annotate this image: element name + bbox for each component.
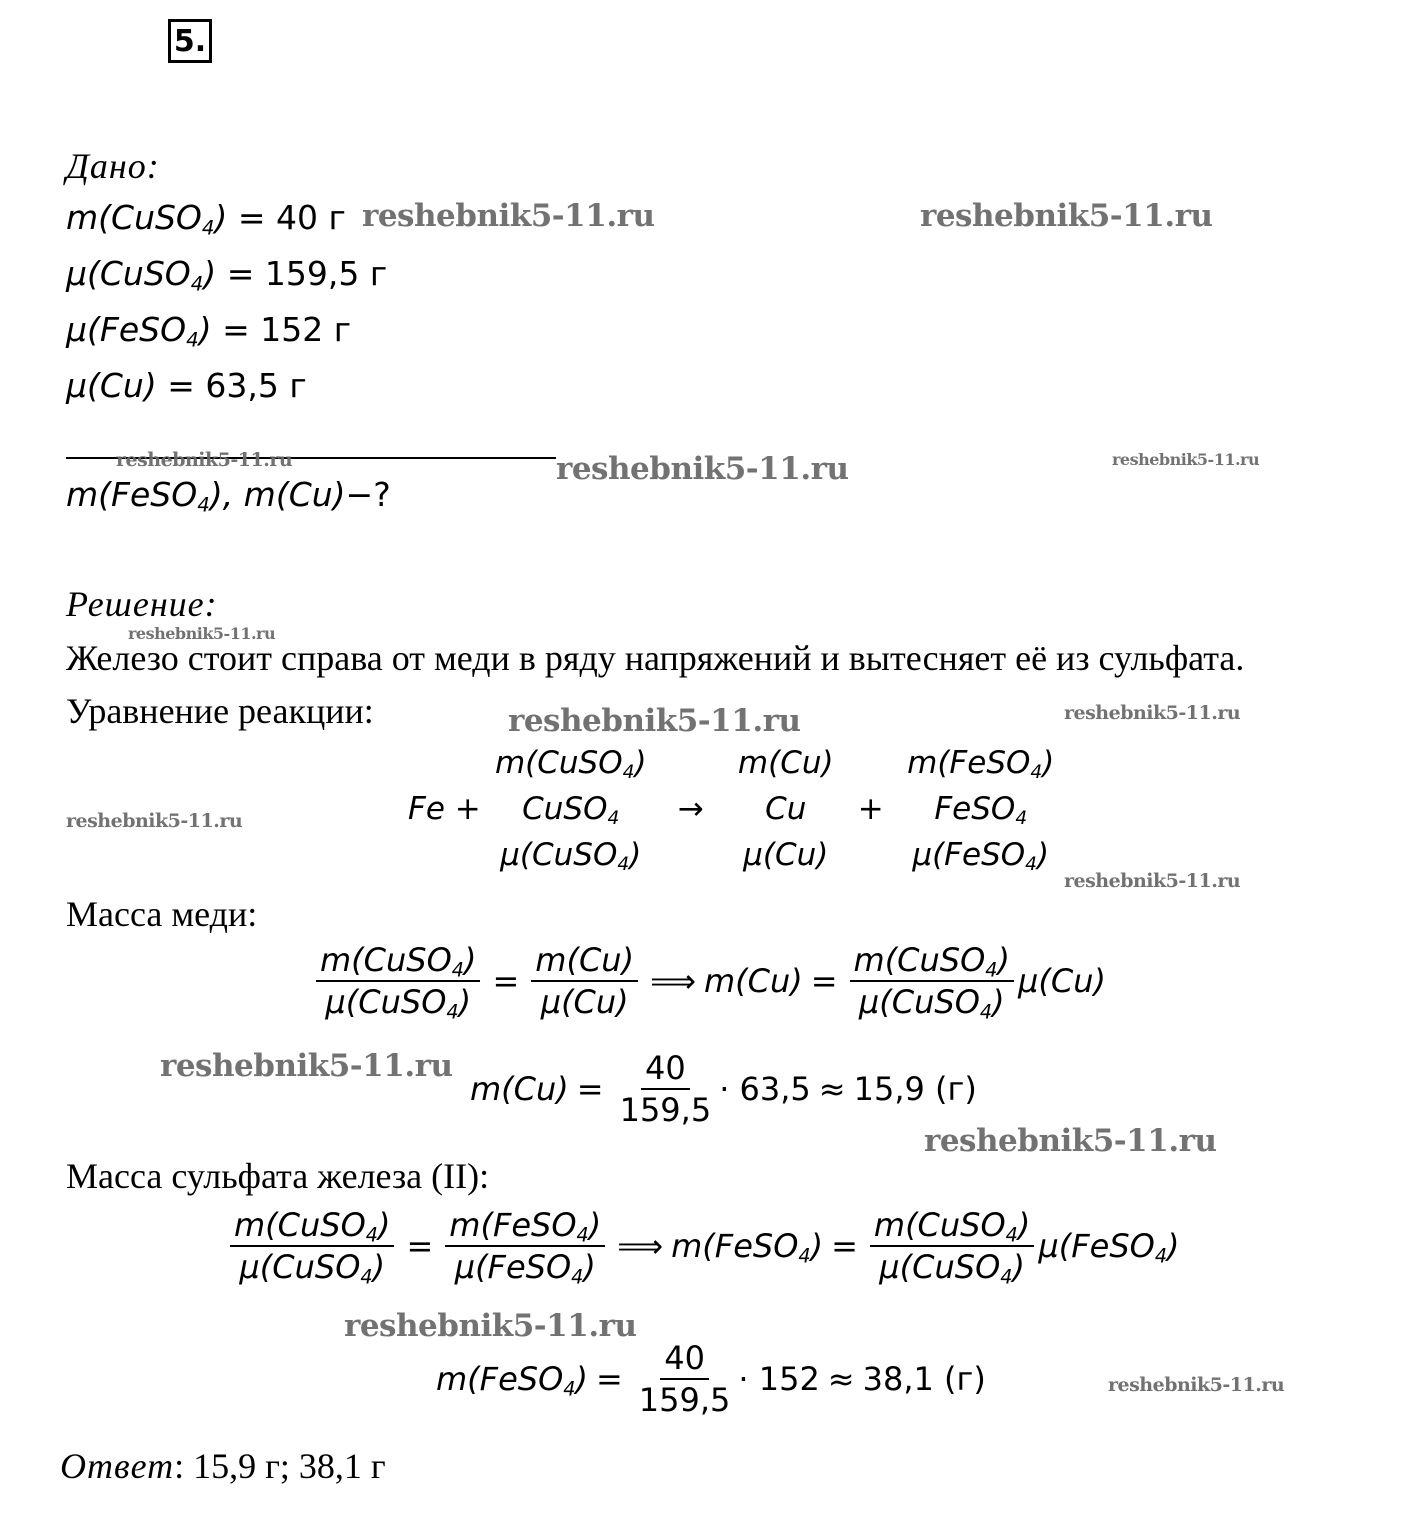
find-line: m(FeSO$_4$), m(Cu)−? bbox=[66, 475, 391, 517]
watermark: reshebnik5-11.ru bbox=[920, 198, 1213, 234]
given-line-3: μ(FeSO$_4$) = 152 г bbox=[66, 310, 352, 352]
given-line-2: μ(CuSO$_4$) = 159,5 г bbox=[66, 254, 388, 296]
watermark: reshebnik5-11.ru bbox=[128, 624, 276, 643]
given-line-1: m(CuSO$_4$) = 40 г bbox=[66, 198, 346, 240]
copper-proportion: $\frac{m(CuSO_4)}{\mu(CuSO_4)}$ = $\frac{m(Cu)}{\mu(Cu)}$ ⟹ m(Cu) = $\frac{m(CuSO_4)}{\mu(CuSO_4)}$ μ(Cu) bbox=[312, 940, 1106, 1022]
watermark: reshebnik5-11.ru bbox=[1108, 1374, 1285, 1396]
problem-number: 5. bbox=[168, 19, 212, 63]
watermark: reshebnik5-11.ru bbox=[344, 1308, 637, 1344]
answer-line: Ответ: 15,9 г; 38,1 г bbox=[60, 1446, 386, 1486]
copper-calculation: m(Cu) = $\frac{40}{159,5}$ · 63,5 ≈ 15,9 (г) bbox=[470, 1049, 977, 1129]
watermark: reshebnik5-11.ru bbox=[160, 1048, 453, 1084]
copper-mass-label: Масса меди: bbox=[66, 894, 258, 934]
reaction-equation: m(CuSO$_4$) m(Cu) m(FeSO$_4$) Fe + CuSO$_4$ → Cu + FeSO$_4$ μ(CuSO$_4$) μ(Cu) μ(FeSO$_4$) bbox=[408, 745, 1055, 876]
explanation-text: Железо стоит справа от меди в ряду напряжений и вытесняет её из сульфата. bbox=[66, 638, 1245, 678]
watermark: reshebnik5-11.ru bbox=[1112, 450, 1260, 469]
watermark: reshebnik5-11.ru bbox=[1064, 870, 1241, 892]
watermark: reshebnik5-11.ru bbox=[508, 703, 801, 739]
iron-proportion: $\frac{m(CuSO_4)}{\mu(CuSO_4)}$ = $\frac{m(FeSO_4)}{\mu(FeSO_4)}$ ⟹ m(FeSO$_4$) = $\frac{m(CuSO_4)}{\mu(CuSO_4)}$ μ(FeSO$_4$) bbox=[226, 1205, 1180, 1287]
iron-sulfate-label: Масса сульфата железа (II): bbox=[66, 1156, 490, 1196]
watermark: reshebnik5-11.ru bbox=[924, 1123, 1217, 1159]
watermark: reshebnik5-11.ru bbox=[66, 810, 243, 832]
equation-label: Уравнение реакции: bbox=[66, 691, 374, 731]
watermark: reshebnik5-11.ru bbox=[362, 198, 655, 234]
given-line-4: μ(Cu) = 63,5 г bbox=[66, 366, 307, 405]
iron-calculation: m(FeSO$_4$) = $\frac{40}{159,5}$ · 152 ≈ 38,1 (г) bbox=[436, 1339, 986, 1419]
given-heading: Дано: bbox=[66, 146, 160, 186]
solution-heading: Решение: bbox=[66, 584, 218, 624]
watermark: reshebnik5-11.ru bbox=[116, 449, 293, 471]
watermark: reshebnik5-11.ru bbox=[1064, 702, 1241, 724]
watermark: reshebnik5-11.ru bbox=[556, 451, 849, 487]
